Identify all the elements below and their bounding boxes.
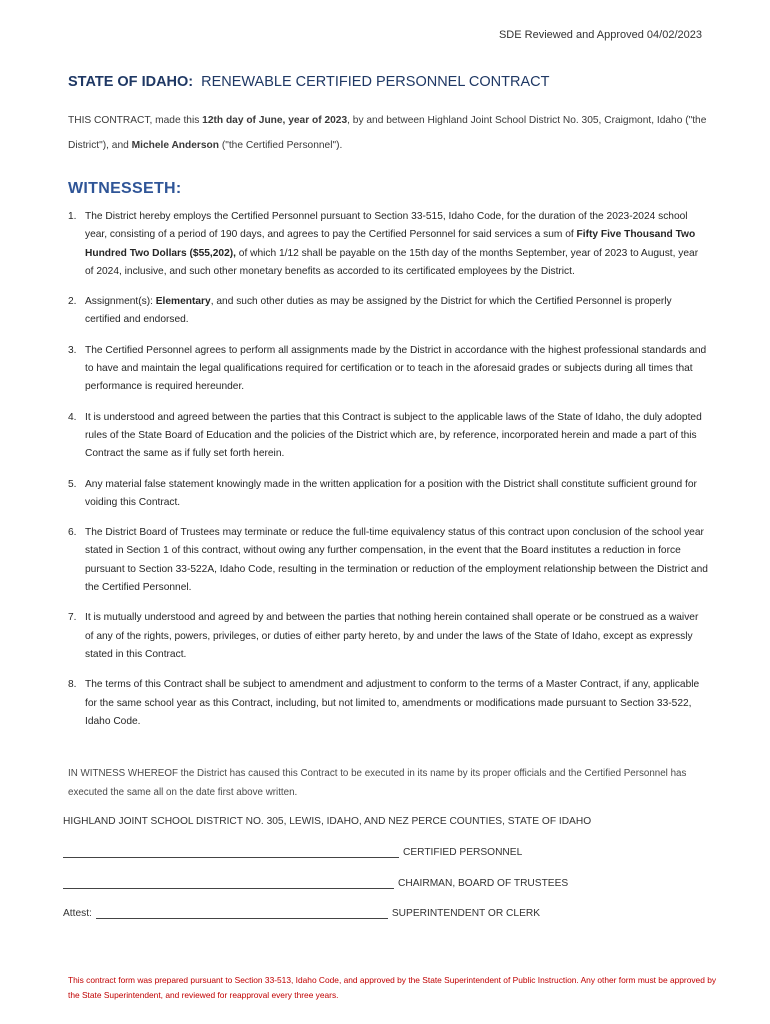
clause-2 [68,293,708,330]
intro-text-1: THIS CONTRACT, made this [68,115,203,126]
clause-text: The District Board of Trustees may terminate or reduce the full-time equivalency status of this contract upon conclusion of the school year stated in Section 1 of this contract, without owing any further compensation, in the event that the Board institutes a reduction in force pursuant to Section 33-522A, Idaho Code, resulting in the termination or reduction of the employment relationship between the District and the Certified Personnel. [85,527,708,594]
clause-text: , and such other duties as may be assigned by the District for which the Certified Personnel is properly certified and endorsed. [85,296,672,326]
clause-text: The terms of this Contract shall be subject to amendment and adjustment to conform to the terms of a Master Contract, if any, applicable for the same school year as this Contract, including, but not limited to, amendments or modifications made pursuant to Section 33-522, Idaho Code. [85,679,700,727]
contract-title [68,74,549,90]
clause-number: 4. [68,411,77,423]
clause-text: The Certified Personnel agrees to perform all assignments made by the District in accordance with the highest professional standards and to have and maintain the legal qualifications required for certification or to teach in the aforesaid grades or subjects during all times that performance is required hereunder. [85,344,707,393]
intro-text-3: ("the Certified Personnel"). [219,140,343,151]
signature-label-chairman: CHAIRMAN, BOARD OF TRUSTEES [398,878,569,889]
intro-paragraph [68,108,718,158]
clause-7 [68,609,708,664]
attest-label: Attest: [63,908,92,919]
signature-chairman [63,877,568,889]
clause-number: 1. [68,211,77,222]
clause-number: 2. [68,296,77,308]
signature-certified-personnel [63,846,522,858]
clause-text: Assignment(s): [85,296,156,308]
approval-stamp: SDE Reviewed and Approved 04/02/2023 [498,29,702,41]
clause-number: 8. [68,679,77,691]
signature-label-superintendent: SUPERINTENDENT OR CLERK [391,908,541,919]
contract-date: 12th day of June, year of 2023 [202,115,348,126]
clause-4 [68,409,708,464]
assignment-value: Elementary [155,296,211,308]
clause-text: It is mutually understood and agreed by and between the parties that nothing herein contained shall operate or be construed as a waiver of any of the rights, powers, privileges, or duties of either party hereto, by and under the laws of the State of Idaho, except as expressly stated in this Contract. [85,612,699,660]
district-name-line: HIGHLAND JOINT SCHOOL DISTRICT NO. 305, LEWIS, IDAHO, AND NEZ PERCE COUNTIES, STATE OF IDAHO [63,816,592,827]
signature-attest [63,907,540,919]
clause-5 [68,476,708,513]
title-state: STATE OF IDAHO: [68,74,194,90]
clause-6 [68,524,708,597]
clause-8 [68,676,708,731]
title-subtitle: RENEWABLE CERTIFIED PERSONNEL CONTRACT [201,74,550,90]
signature-line-chairman[interactable] [63,877,394,889]
personnel-name: Michele Anderson [131,140,219,151]
clause-1 [68,208,708,281]
footer-note: This contract form was prepared pursuant to Section 33-513, Idaho Code, and approved by the State Superintendent of Public Instruction. Any other form must be approved by the State Superintendent, and reviewed for reapproval every three years. [68,975,717,1000]
clause-number: 7. [68,612,77,624]
signature-line-certified[interactable] [63,846,399,858]
clause-list [68,208,708,743]
clause-text: It is understood and agreed between the parties that this Contract is subject to the applicable laws of the State of Idaho, the duly adopted rules of the State Board of Education and the policies of the District which are, by reference, incorporated herein and made a part of this Contract the same as if fully set forth herein. [85,411,702,460]
in-witness-paragraph: IN WITNESS WHEREOF the District has caused this Contract to be executed in its name by its proper officials and the Certified Personnel has executed the same all on the date first above written. [68,768,687,798]
witnesseth-heading: WITNESSETH: [68,180,182,197]
signature-line-attest[interactable] [96,907,388,919]
signature-label-certified: CERTIFIED PERSONNEL [403,847,523,858]
intro-text-2: , by and between Highland Joint School District No. 305, Craigmont, Idaho ("the District"), and [68,115,707,151]
clause-number: 6. [68,527,77,539]
clause-text: of which 1/12 shall be payable on the 15th day of the months September, year of 2023 to August, year of 2024, inclusive, and such other monetary benefits as accorded to its certificated employees by the District. [85,247,699,277]
clause-number: 3. [68,344,77,356]
clause-text: The District hereby employs the Certified Personnel pursuant to Section 33-515, Idaho Code, for the duration of the 2023-2024 school year, consisting of a period of 190 days, and agrees to pay the Certified Personnel for said services a sum of [85,211,688,241]
salary-amount: Fifty Five Thousand Two Hundred Two Dollars ($55,202), [85,229,696,259]
clause-3 [68,342,708,397]
clause-number: 5. [68,478,77,490]
clause-text: Any material false statement knowingly made in the written application for a position with the District shall constitute sufficient ground for voiding this Contract. [85,478,697,508]
